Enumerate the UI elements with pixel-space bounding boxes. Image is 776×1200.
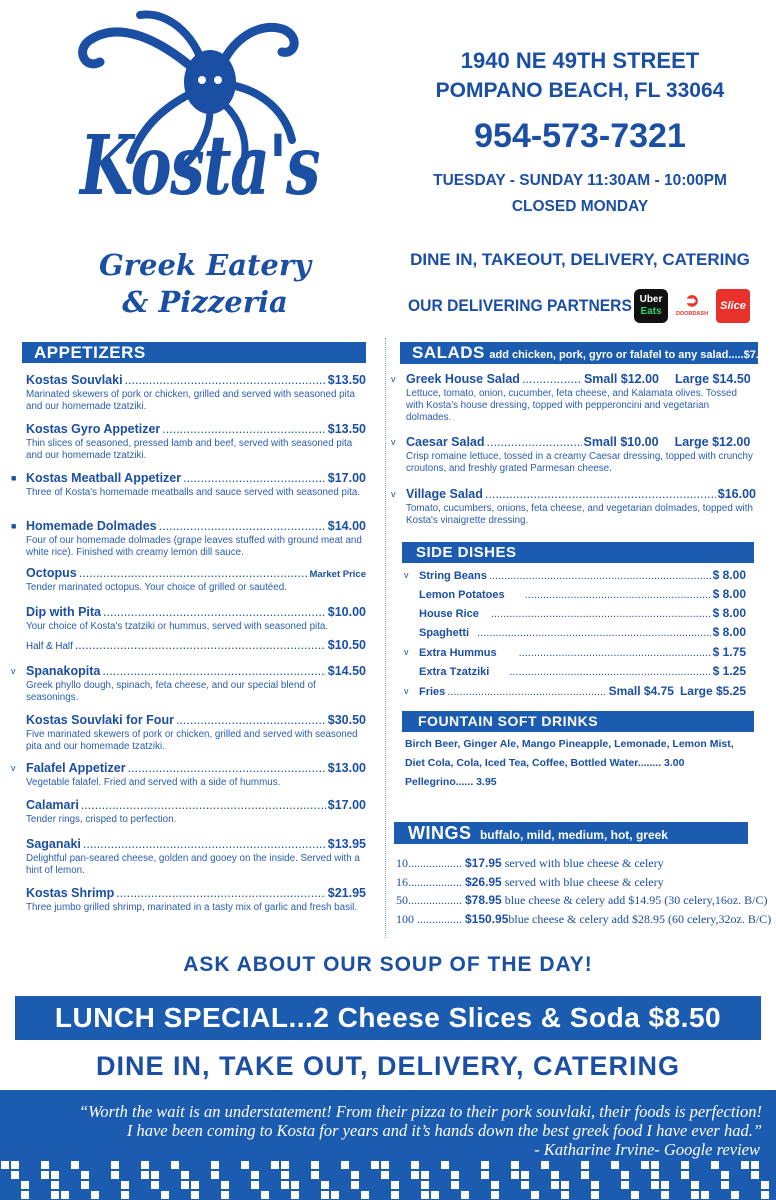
brand-name: Kosta's	[80, 118, 319, 214]
tile	[631, 1191, 639, 1199]
tile	[321, 1181, 329, 1189]
brand-tagline-2: & Pizzeria	[122, 285, 288, 319]
tile	[451, 1181, 459, 1189]
tile	[261, 1191, 269, 1199]
wings-text: served with blue cheese & celery	[504, 856, 664, 870]
tile	[421, 1181, 429, 1189]
item-desc: Tender marinated octopus. Your choice of grilled or sautéed.	[26, 582, 287, 593]
appetizers-title: APPETIZERS	[34, 343, 146, 362]
tile	[651, 1181, 659, 1189]
tile	[271, 1161, 279, 1169]
doordash-icon: ➲	[684, 290, 700, 310]
sides-header	[402, 542, 754, 563]
tile	[91, 1191, 99, 1199]
square-bullet-icon: ■	[11, 521, 17, 531]
tile	[311, 1161, 319, 1169]
services-bottom: DINE IN, TAKE OUT, DELIVERY, CATERING	[95, 1051, 681, 1081]
drinks-line-1: Birch Beer, Ginger Ale, Mango Pineapple, Lemonade, Lemon Mist,	[405, 738, 734, 750]
menu-item	[26, 566, 366, 594]
tile	[761, 1181, 769, 1189]
tile	[111, 1161, 119, 1169]
item-price-large: Large $12.00	[674, 435, 751, 449]
menu-item	[391, 435, 756, 475]
wings-qty: 100	[396, 912, 414, 926]
salads-title: SALADS	[412, 343, 485, 362]
wings-row: 50.................. $78.95 blue cheese & celery add $14.95 (30 celery,16oz. B/C)	[396, 893, 768, 907]
tile	[141, 1171, 149, 1179]
tile	[491, 1191, 499, 1199]
item-name: Half & Half	[26, 641, 73, 652]
item-name: Kostas Shrimp	[26, 886, 115, 900]
item-name: Kostas Souvlaki	[26, 373, 123, 387]
tile	[581, 1171, 589, 1179]
item-desc: Vegetable falafel. Fried and served with a side of hummus.	[26, 777, 281, 788]
doordash-logo[interactable]	[674, 289, 710, 323]
menu-item	[11, 761, 366, 789]
tile	[551, 1181, 559, 1189]
side-name: Extra Hummus	[419, 647, 497, 659]
tile	[751, 1161, 759, 1169]
review-line-3: - Katharine Irvine- Google review	[534, 1140, 760, 1159]
item-name: Calamari	[26, 798, 79, 812]
item-price: $17.00	[327, 798, 366, 812]
brand-tagline-1: Greek Eatery	[98, 248, 311, 282]
leaf-bullet-icon: v	[11, 666, 16, 676]
item-price: $10.00	[327, 605, 366, 619]
item-desc: Thin slices of seasoned, pressed lamb and beef, served with seasoned pita and our homemade tzatziki.	[26, 438, 353, 461]
tile	[361, 1191, 369, 1199]
services-top: DINE IN, TAKEOUT, DELIVERY, CATERING	[410, 250, 750, 269]
tile	[111, 1171, 119, 1179]
address-line-1: 1940 NE 49TH STREET	[460, 48, 700, 73]
tile	[591, 1191, 599, 1199]
drinks-header	[402, 711, 754, 732]
tile	[11, 1171, 19, 1179]
logo	[60, 0, 320, 340]
closed-day: CLOSED MONDAY	[511, 198, 649, 215]
appetizers-header	[22, 342, 366, 363]
wings-price: $150.95	[465, 912, 509, 926]
tile	[281, 1171, 289, 1179]
item-name: Homemade Dolmades	[26, 519, 157, 533]
item-name: Kostas Gyro Appetizer	[26, 422, 161, 436]
salads-header	[400, 342, 772, 364]
tile	[481, 1161, 489, 1169]
item-price: $17.00	[327, 471, 366, 485]
tile	[351, 1171, 359, 1179]
tile	[81, 1171, 89, 1179]
side-name: House Rice	[419, 608, 479, 620]
tile	[41, 1171, 49, 1179]
item-price: Market Price	[309, 569, 366, 580]
side-price: $ 1.75	[712, 645, 746, 659]
drinks-line-3: Pellegrino...... 3.95	[405, 776, 497, 788]
item-name: Village Salad	[406, 487, 483, 501]
tile	[291, 1181, 299, 1189]
tile	[51, 1171, 59, 1179]
tile	[191, 1181, 199, 1189]
side-name: Spaghetti	[419, 627, 470, 639]
tile	[1, 1161, 9, 1169]
item-price-small: Small $10.00	[583, 435, 659, 449]
tile	[151, 1181, 159, 1189]
tile	[421, 1191, 429, 1199]
tile	[371, 1161, 379, 1169]
wings-row: 100 ............... $150.95blue cheese & celery add $28.95 (60 celery,32oz. B/C)	[396, 912, 772, 926]
tile	[211, 1171, 219, 1179]
item-name: Dip with Pita	[26, 605, 101, 619]
item-price: $16.00	[717, 487, 756, 501]
side-price: $ 8.00	[712, 606, 746, 620]
wings-text: blue cheese & celery add $28.95 (60 celery,32oz. B/C)	[508, 912, 772, 926]
menu-item	[26, 886, 366, 914]
item-price: $13.50	[327, 422, 366, 436]
menu-item	[391, 372, 756, 424]
tile	[441, 1161, 449, 1169]
side-item	[419, 606, 746, 620]
side-item	[419, 664, 746, 678]
phone-number[interactable]: 954-573-7321	[474, 117, 686, 155]
tile	[151, 1171, 159, 1179]
side-price-small: Small $4.75	[608, 684, 674, 698]
tile	[581, 1161, 589, 1169]
side-price-large: Large $5.25	[679, 684, 746, 698]
menu-item	[26, 422, 366, 462]
square-bullet-icon: ■	[11, 473, 17, 483]
item-desc: Three jumbo grilled shrimp, marinated in a tasty mix of garlic and fresh basil.	[26, 902, 358, 913]
tile	[141, 1161, 149, 1169]
wings-row: 16.................. $26.95 served with blue cheese & celery	[396, 875, 664, 889]
side-name: Extra Tzatziki	[419, 666, 490, 678]
tile	[451, 1171, 459, 1179]
item-name: Falafel Appetizer	[26, 761, 126, 775]
tile	[321, 1191, 329, 1199]
tile	[741, 1161, 749, 1169]
side-price: $ 8.00	[712, 625, 746, 639]
tile	[521, 1171, 529, 1179]
tile	[761, 1191, 769, 1199]
menu-item	[26, 798, 366, 826]
tile	[541, 1161, 549, 1169]
drinks-title: FOUNTAIN SOFT DRINKS	[418, 713, 599, 729]
soup-of-the-day: ASK ABOUT OUR SOUP OF THE DAY!	[183, 953, 593, 976]
tile	[61, 1191, 69, 1199]
tile	[421, 1171, 429, 1179]
tile	[291, 1191, 299, 1199]
column-divider	[385, 338, 386, 938]
tile	[411, 1171, 419, 1179]
menu-item	[26, 605, 366, 633]
partners-label: OUR DELIVERING PARTNERS	[408, 296, 632, 315]
item-name: Octopus	[26, 566, 77, 580]
address-line-2: POMPANO BEACH, FL 33064	[435, 79, 725, 102]
tile	[121, 1191, 129, 1199]
tile	[691, 1181, 699, 1189]
item-desc: Four of our homemade dolmades (grape leaves stuffed with ground meat and white rice). Finished with creamy lemon dill sauce.	[26, 535, 362, 558]
item-name: Kostas Meatball Appetizer	[26, 471, 182, 485]
tile	[431, 1191, 439, 1199]
tile	[241, 1161, 249, 1169]
item-desc: Five marinated skewers of pork or chicken, grilled and served with seasoned pita and our homemade tzatziki.	[26, 729, 358, 752]
tile	[181, 1181, 189, 1189]
tile	[181, 1171, 189, 1179]
tile	[681, 1161, 689, 1169]
drinks-line-2: Diet Cola, Cola, Iced Tea, Coffee, Bottled Water........ 3.00	[405, 757, 685, 769]
wings-price: $78.95	[465, 893, 502, 907]
tile	[251, 1181, 259, 1189]
tile	[21, 1181, 29, 1189]
tile	[591, 1181, 599, 1189]
menu-item	[11, 519, 366, 559]
tile	[691, 1191, 699, 1199]
wings-text: served with blue cheese & celery	[504, 875, 664, 889]
tile	[381, 1171, 389, 1179]
tile	[71, 1161, 79, 1169]
wings-header	[394, 822, 748, 844]
menu-item	[391, 487, 756, 527]
item-name: Caesar Salad	[406, 435, 485, 449]
tile	[481, 1171, 489, 1179]
item-price: $13.95	[327, 837, 366, 851]
item-price: $30.50	[327, 713, 366, 727]
tile	[411, 1161, 419, 1169]
leaf-bullet-icon: v	[11, 763, 16, 773]
side-name: Fries	[419, 686, 446, 698]
tile	[621, 1181, 629, 1189]
uber-eats-logo[interactable]	[634, 289, 668, 323]
tile	[661, 1191, 669, 1199]
tile	[681, 1171, 689, 1179]
tile	[351, 1181, 359, 1189]
tile	[221, 1181, 229, 1189]
tile	[51, 1191, 59, 1199]
side-item	[404, 645, 746, 659]
review-line-1: “Worth the wait is an understatement! From their pizza to their pork souvlaki, their foods is perfection!	[78, 1102, 762, 1121]
tile	[461, 1191, 469, 1199]
leaf-bullet-icon: v	[404, 570, 409, 580]
side-name: Lemon Potatoes	[419, 589, 505, 601]
tile	[251, 1171, 259, 1179]
menu-item	[26, 638, 366, 652]
side-item	[404, 568, 746, 582]
menu-item	[26, 837, 366, 877]
tile	[721, 1181, 729, 1189]
tile	[51, 1181, 59, 1189]
side-price: $ 8.00	[712, 568, 746, 582]
tile	[11, 1161, 19, 1169]
tile	[331, 1191, 339, 1199]
side-item	[419, 587, 746, 601]
tile	[281, 1181, 289, 1189]
item-desc: Tender rings, crisped to perfection.	[26, 814, 177, 825]
item-desc: Greek phyllo dough, spinach, feta cheese, and our special blend of seasonings.	[26, 680, 316, 703]
eats-label: Eats	[640, 306, 662, 317]
side-price: $ 8.00	[712, 587, 746, 601]
item-price-small: Small $12.00	[583, 372, 660, 386]
tile	[521, 1181, 529, 1189]
sides-title: SIDE DISHES	[416, 544, 517, 561]
menu-item	[26, 373, 366, 413]
leaf-bullet-icon: v	[391, 437, 396, 447]
tile	[651, 1161, 659, 1169]
tile	[731, 1191, 739, 1199]
tile	[211, 1161, 219, 1169]
tile	[391, 1181, 399, 1189]
tile	[511, 1161, 519, 1169]
side-price: $ 1.25	[712, 664, 746, 678]
tile	[191, 1191, 199, 1199]
review-banner	[0, 1090, 776, 1200]
item-name: Saganaki	[26, 837, 81, 851]
tile	[221, 1191, 229, 1199]
item-name: Spanakopita	[26, 664, 101, 678]
wings-flavors: buffalo, mild, medium, hot, greek	[479, 828, 668, 842]
lunch-special-banner: LUNCH SPECIAL...2 Cheese Slices & Soda $8.50	[15, 996, 761, 1040]
wings-row: 10.................. $17.95 served with blue cheese & celery	[396, 856, 664, 870]
menu-item	[26, 713, 366, 753]
menu-item	[11, 471, 366, 499]
tile	[161, 1191, 169, 1199]
tile	[751, 1171, 759, 1179]
tile	[341, 1161, 349, 1169]
side-item	[419, 625, 746, 639]
tile	[311, 1171, 319, 1179]
item-name: Kostas Souvlaki for Four	[26, 713, 174, 727]
wings-qty: 50	[396, 893, 408, 907]
tile	[491, 1181, 499, 1189]
leaf-bullet-icon: v	[404, 686, 409, 696]
item-price: $10.50	[327, 638, 366, 652]
tile	[561, 1181, 569, 1189]
tile	[121, 1181, 129, 1189]
side-item	[404, 684, 746, 698]
tile	[391, 1191, 399, 1199]
leaf-bullet-icon: v	[391, 489, 396, 499]
greek-tile-pattern	[0, 1160, 776, 1200]
tile	[41, 1161, 49, 1169]
item-price: $14.50	[327, 664, 366, 678]
tile	[381, 1161, 389, 1169]
item-desc: Lettuce, tomato, onion, cucumber, feta cheese, and Kalamata olives. Tossed with Kosta's house dressing, topped with pepperoncini and vegetarian dolmades.	[406, 388, 737, 423]
tile	[641, 1161, 649, 1169]
tile	[621, 1171, 629, 1179]
leaf-bullet-icon: v	[404, 647, 409, 657]
tile	[711, 1161, 719, 1169]
wings-price: $17.95	[465, 856, 502, 870]
tile	[281, 1161, 289, 1169]
wings-qty: 16	[396, 875, 408, 889]
tile	[511, 1171, 519, 1179]
item-desc: Your choice of Kosta's tzatziki or hummus, served with seasoned pita.	[26, 621, 329, 632]
delivery-partners	[408, 288, 750, 324]
item-desc: Delightful pan-seared cheese, golden and gooey on the inside. Served with a hint of lemon.	[26, 853, 360, 876]
item-desc: Tomato, cucumbers, onions, feta cheese, and vegetarian dolmades, topped with Kosta's vinaigrette dressing.	[406, 503, 753, 526]
opening-hours: TUESDAY - SUNDAY 11:30AM - 10:00PM	[433, 172, 727, 189]
item-price: $21.95	[327, 886, 366, 900]
item-price: $13.50	[327, 373, 366, 387]
slice-logo[interactable]: Slice	[716, 289, 750, 323]
item-price: $14.00	[327, 519, 366, 533]
tile	[651, 1171, 659, 1179]
side-name: String Beans	[419, 570, 487, 582]
uber-label: Uber	[639, 294, 663, 305]
tile	[171, 1161, 179, 1169]
wings-title: WINGS	[408, 823, 472, 843]
tile	[561, 1191, 569, 1199]
wings-text: blue cheese & celery add $14.95 (30 celery,16oz. B/C)	[504, 893, 768, 907]
tile	[701, 1191, 709, 1199]
wings-price: $26.95	[465, 875, 502, 889]
tile	[21, 1191, 29, 1199]
tile	[81, 1181, 89, 1189]
tile	[611, 1161, 619, 1169]
tile	[551, 1171, 559, 1179]
item-desc: Marinated skewers of pork or chicken, grilled and served with seasoned pita and our homemade tzatziki.	[26, 389, 355, 412]
review-line-2: I have been coming to Kosta for years and it’s hands down the best greek food I have ever had.”	[126, 1121, 762, 1140]
tile	[661, 1181, 669, 1189]
doordash-label: DOORDASH	[675, 311, 709, 317]
item-price-large: Large $14.50	[675, 372, 751, 386]
review-quote	[2, 1102, 762, 1159]
item-name: Greek House Salad	[406, 372, 520, 386]
item-desc: Three of Kosta's homemade meatballs and sauce served with seasoned pita.	[26, 487, 361, 498]
item-price: $13.00	[327, 761, 366, 775]
tile	[531, 1191, 539, 1199]
leaf-bullet-icon: v	[391, 374, 396, 384]
salads-note: add chicken, pork, gyro or falafel to any salad.....$7.00	[489, 349, 772, 361]
wings-qty: 10	[396, 856, 408, 870]
tile	[721, 1171, 729, 1179]
item-desc: Crisp romaine lettuce, tossed in a creamy Caesar dressing, topped with crunchy croutons, and freshly grated Parmesan cheese.	[406, 451, 753, 474]
menu-item	[11, 664, 366, 704]
